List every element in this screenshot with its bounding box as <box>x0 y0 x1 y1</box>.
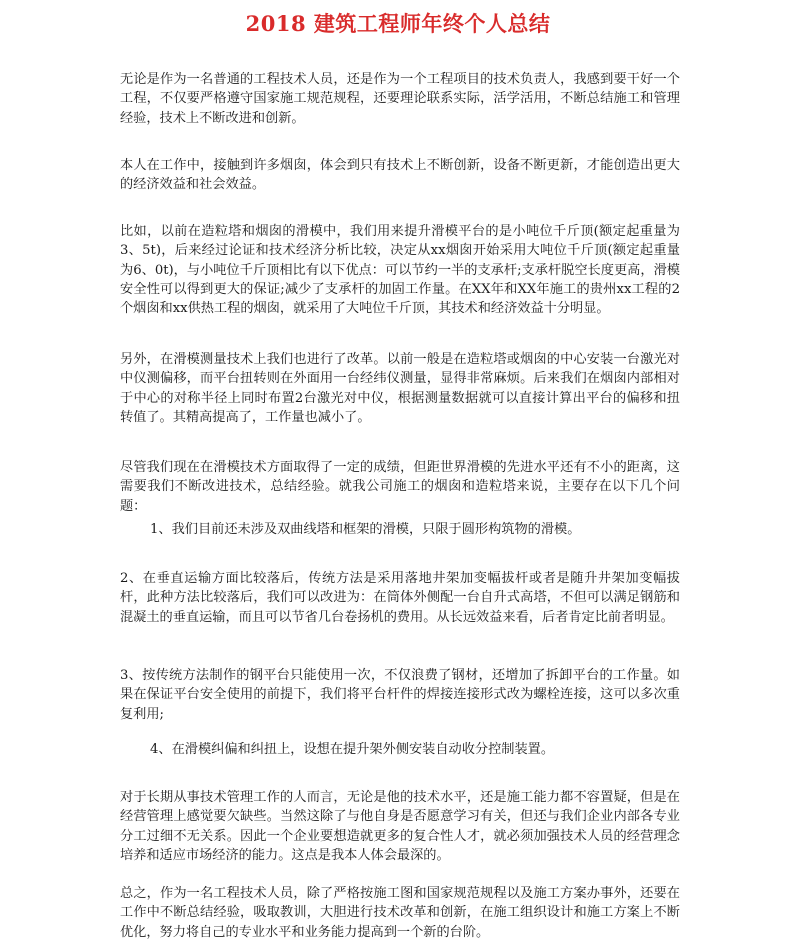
list-item-1: 1、我们目前还未涉及双曲线塔和框架的滑模，只限于圆形构筑物的滑模。 <box>150 522 581 537</box>
paragraph-innovation: 本人在工作中，接触到许多烟囱，体会到只有技术上不断创新，设备不断更新，才能创造出更大的经济效益和社会效益。 <box>120 158 680 193</box>
list-item-3: 3、按传统方法制作的钢平台只能使用一次，不仅浪费了钢材，还增加了拆卸平台的工作量。如果在保证平台安全使用的前提下，我们将平台杆件的焊接连接形式改为螺栓连接，这可以多次重复利用; <box>120 668 680 722</box>
paragraph-jack-example: 比如，以前在造粒塔和烟囱的滑模中，我们用来提升滑模平台的是小吨位千斤顶(额定起重量为3、5t)，后来经过论证和技术经济分析比较，决定从xx烟囱开始采用大吨位千斤顶(额定起重量为6、0t)，与小吨位千斤顶相比有以下优点：可以节约一半的支承杆;支承杆脱空长度更高，滑模安全性可以得到更大的保证;减少了支承杆的加固工作量。在XX年和XX年施工的贵州xx工程的2个烟囱和xx供热工程的烟囱，就采用了大吨位千斤顶，其技术和经济效益十分明显。 <box>120 224 680 317</box>
paragraph-management: 对于长期从事技术管理工作的人而言，无论是他的技术水平，还是施工能力都不容置疑，但是在经营管理上感觉要欠缺些。当然这除了与他自身是否愿意学习有关，但还与我们企业内部各专业分工过细不无关系。因此一个企业要想造就更多的复合性人才，就必须加强技术人员的经营理念培养和适应市场经济的能力。这点是我本人体会最深的。 <box>120 790 680 863</box>
paragraph-conclusion: 总之，作为一名工程技术人员，除了严格按施工图和国家规范规程以及施工方案办事外，还要在工作中不断总结经验，吸取教训，大胆进行技术改革和创新，在施工组织设计和施工方案上不断优化，努力将自己的专业水平和业务能力提高到一个新的台阶。 <box>120 886 680 940</box>
paragraph-measurement: 另外，在滑模测量技术上我们也进行了改革。以前一般是在造粒塔或烟囱的中心安装一台激光对中仪测偏移，而平台扭转则在外面用一台经纬仪测量，显得非常麻烦。后来我们在烟囱内部相对于中心的对称半径上同时布置2台激光对中仪，根据测量数据就可以直接计算出平台的偏移和扭转值了。其精高提高了，工作量也减小了。 <box>120 352 680 425</box>
document-title: 2018 建筑工程师年终个人总结 <box>245 11 551 36</box>
list-item-4: 4、在滑模纠偏和纠扭上，设想在提升架外侧安装自动收分控制装置。 <box>150 742 555 757</box>
list-item-2: 2、在垂直运输方面比较落后，传统方法是采用落地井架加变幅拔杆或者是随升井架加变幅拔杆，此种方法比较落后，我们可以改进为：在筒体外侧配一台自升式高塔，不但可以满足钢筋和混凝土的垂直运输，而且可以节省几台卷扬机的费用。从长远效益来看，后者肯定比前者明显。 <box>120 571 680 625</box>
paragraph-intro: 无论是作为一名普通的工程技术人员，还是作为一个工程项目的技术负责人，我感到要干好一个工程，不仅要严格遵守国家施工规范规程，还要理论联系实际，活学活用，不断总结施工和管理经验，技术上不断改进和创新。 <box>120 72 680 126</box>
paragraph-problems-intro: 尽管我们现在在滑模技术方面取得了一定的成绩，但距世界滑模的先进水平还有不小的距离，这需要我们不断改进技术，总结经验。就我公司施工的烟囱和造粒塔来说，主要存在以下几个问题： <box>120 460 680 514</box>
